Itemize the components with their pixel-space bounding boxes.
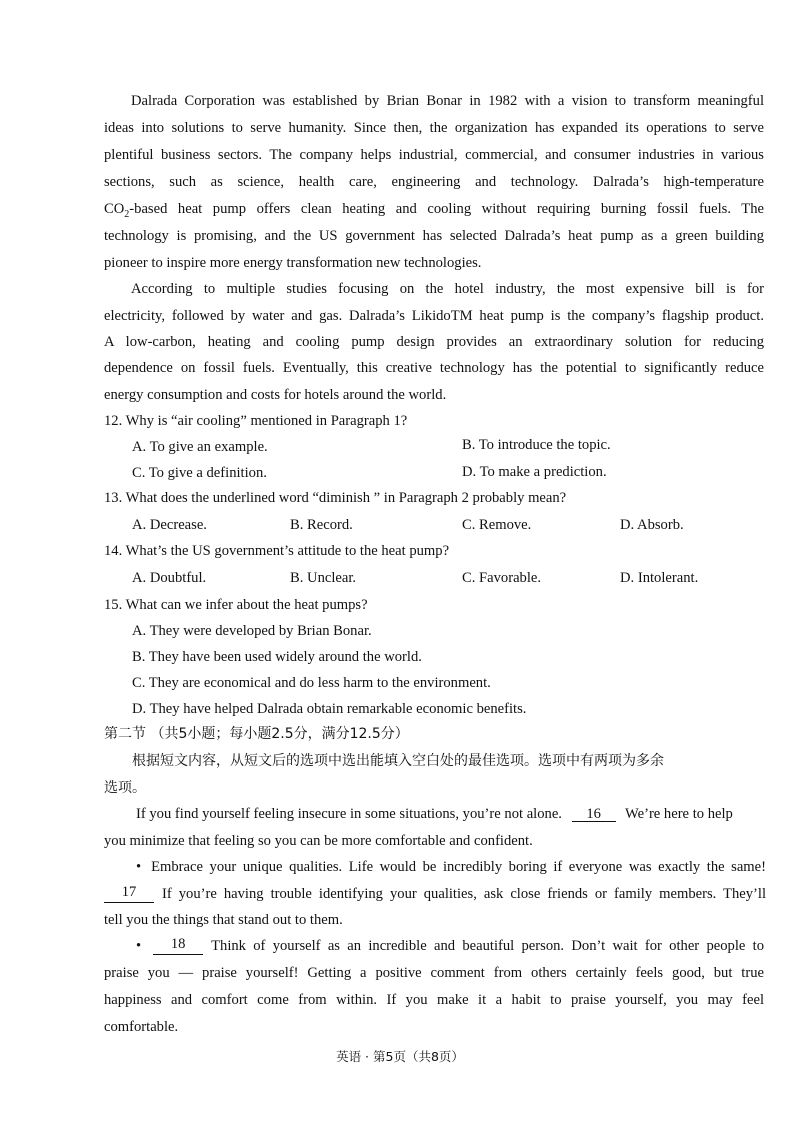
question-14-stem: 14. What’s the US government’s attitude to the heat pump? bbox=[104, 543, 450, 559]
question-15-option-b[interactable]: B. They have been used widely around the world. bbox=[132, 649, 422, 665]
section-2-heading: 第二节 （共5小题；每小题2.5分，满分12.5分） bbox=[104, 726, 409, 742]
blank-16[interactable]: 16 bbox=[572, 807, 616, 822]
passage2-line1: If you find yourself feeling insecure in some situations, you’re not alone. 16 We’re here to help bbox=[136, 806, 733, 822]
passage2-line7: praise you — praise yourself! Getting a positive comment from others certainly feels good, but true bbox=[104, 965, 764, 981]
question-15-option-d[interactable]: D. They have helped Dalrada obtain remarkable economic benefits. bbox=[132, 701, 527, 717]
passage1-p2-line3: A low-carbon, heating and cooling pump design provides an extraordinary solution for reducing bbox=[104, 334, 764, 350]
section-2-instruction-line2: 选项。 bbox=[104, 780, 146, 796]
question-12-stem: 12. Why is “air cooling” mentioned in Paragraph 1? bbox=[104, 413, 408, 429]
passage1-p1-line4: sections, such as science, health care, engineering and technology. Dalrada’s high-temperature bbox=[104, 174, 764, 190]
passage2-line6: • 18 Think of yourself as an incredible and beautiful person. Don’t wait for other people to bbox=[136, 936, 764, 954]
co2-formula: $CO_2$ bbox=[104, 201, 130, 220]
question-12-option-d[interactable]: D. To make a prediction. bbox=[462, 464, 607, 480]
passage2-line5: tell you the things that stand out to them. bbox=[104, 912, 343, 928]
passage1-p2-line1: According to multiple studies focusing on the hotel industry, the most expensive bill is for bbox=[131, 281, 764, 297]
passage2-line4: 17 If you’re having trouble identifying your qualities, ask close friends or family members. They’ll bbox=[104, 885, 766, 903]
passage2-line3: • Embrace your unique qualities. Life would be incredibly boring if everyone was exactly the same! bbox=[136, 859, 766, 875]
passage1-p2-line5: energy consumption and costs for hotels around the world. bbox=[104, 387, 447, 403]
question-13-option-d[interactable]: D. Absorb. bbox=[620, 517, 684, 533]
passage1-p1-line3: plentiful business sectors. The company helps industrial, commercial, and consumer industries in various bbox=[104, 147, 764, 163]
question-14-option-b[interactable]: B. Unclear. bbox=[290, 570, 357, 586]
passage1-p1-line5: $CO_2$ -based heat pump offers clean heating and cooling without requiring burning fossil fuels. The bbox=[104, 200, 764, 224]
question-15-option-a[interactable]: A. They were developed by Brian Bonar. bbox=[132, 623, 372, 639]
question-13-stem: 13. What does the underlined word “diminish ” in Paragraph 2 probably mean? bbox=[104, 490, 567, 506]
passage2-line8: happiness and comfort come from within. If you make it a habit to praise yourself, you may feel bbox=[104, 992, 764, 1008]
question-13-option-b[interactable]: B. Record. bbox=[290, 517, 353, 533]
question-12-option-c[interactable]: C. To give a definition. bbox=[132, 465, 267, 481]
blank-18[interactable]: 18 bbox=[153, 937, 203, 955]
question-13-option-a[interactable]: A. Decrease. bbox=[132, 517, 207, 533]
passage1-p1-line2: ideas into solutions to serve humanity. Since then, the organization has expanded its operations to serve bbox=[104, 120, 764, 136]
passage1-p2-line4: dependence on fossil fuels. Eventually, this creative technology has the potential to significantly reduce bbox=[104, 360, 764, 376]
passage1-p1-line1: Dalrada Corporation was established by Brian Bonar in 1982 with a vision to transform meaningful bbox=[131, 93, 764, 109]
question-13-option-c[interactable]: C. Remove. bbox=[462, 517, 532, 533]
bullet-icon: • bbox=[136, 859, 142, 875]
question-14-option-a[interactable]: A. Doubtful. bbox=[132, 570, 207, 586]
question-14-option-c[interactable]: C. Favorable. bbox=[462, 570, 542, 586]
blank-17[interactable]: 17 bbox=[104, 885, 154, 903]
passage2-line9: comfortable. bbox=[104, 1019, 179, 1035]
question-14-option-d[interactable]: D. Intolerant. bbox=[620, 570, 699, 586]
question-12-option-b[interactable]: B. To introduce the topic. bbox=[462, 437, 611, 453]
passage2-line2: you minimize that feeling so you can be more comfortable and confident. bbox=[104, 833, 533, 849]
question-15-stem: 15. What can we infer about the heat pumps? bbox=[104, 597, 368, 613]
bullet-icon: • bbox=[136, 938, 142, 954]
passage1-p1-line7: pioneer to inspire more energy transformation new technologies. bbox=[104, 255, 482, 271]
question-15-option-c[interactable]: C. They are economical and do less harm to the environment. bbox=[132, 675, 491, 691]
question-12-option-a[interactable]: A. To give an example. bbox=[132, 439, 268, 455]
section-2-instruction-line1: 根据短文内容，从短文后的选项中选出能填入空白处的最佳选项。选项中有两项为多余 bbox=[132, 753, 664, 769]
passage1-p2-line2: electricity, followed by water and gas. Dalrada’s LikidoTM heat pump is the company’s flagship product. bbox=[104, 308, 764, 324]
page-footer: 英语 · 第5页（共8页） bbox=[336, 1049, 464, 1064]
passage1-p1-line6: technology is promising, and the US government has selected Dalrada’s heat pump as a green building bbox=[104, 228, 764, 244]
